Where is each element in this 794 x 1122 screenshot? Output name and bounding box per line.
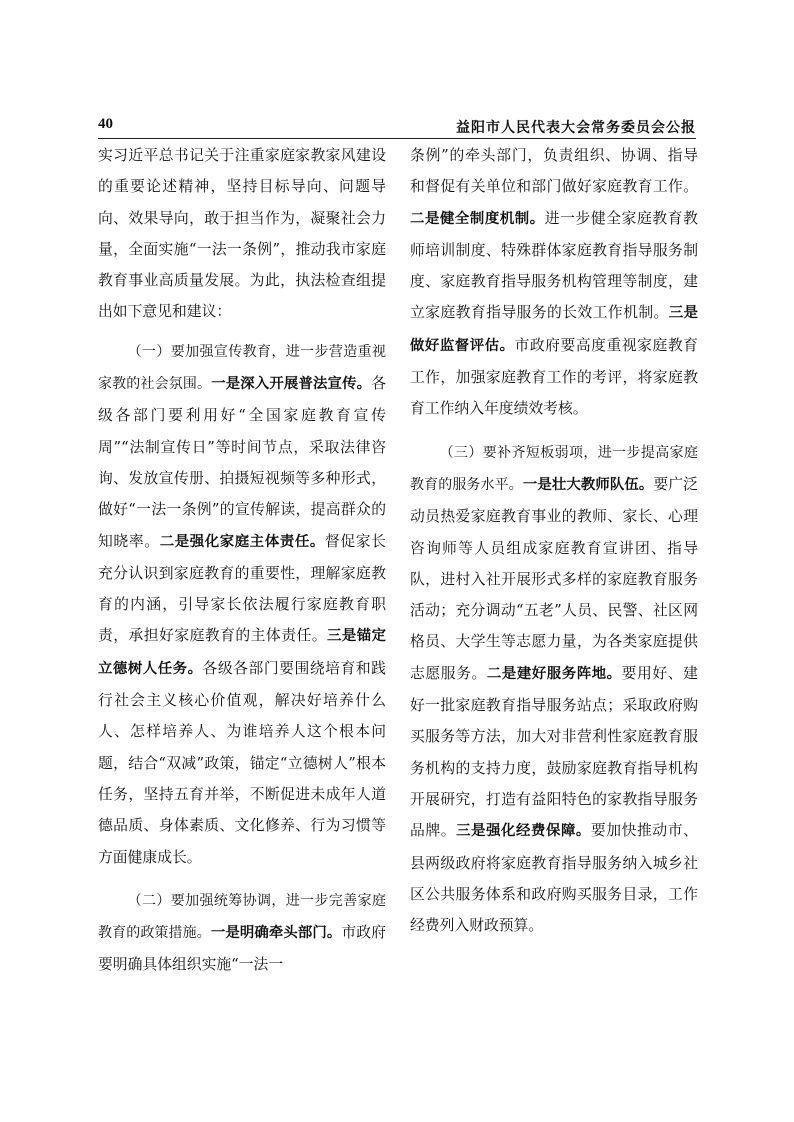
section-2-point-1-text-continued: 条例”的牵头部门，负责组织、协调、指导和督促有关单位和部门做好家庭教育工作。 [410,147,698,196]
section-1-heading: （一）要加强宣传教育，进一步营造重视家教的社会氛围。 [98,343,386,393]
section-1-point-1-text: 各级各部门要利用好“全国家庭教育宣传周”“法制宣传日”等时间节点，采取法律咨询、发放宣传册、拍摄短视频等多种形式，做好“一法一条例”的宣传解读，提高群众的知晓率。 [98,375,386,550]
section-1-paragraph [98,336,386,873]
section-2-paragraph [98,885,386,981]
right-column [410,140,698,941]
section-1-point-2-text: 督促家长充分认识到家庭教育的重要性，理解家庭教育的内涵，引导家长依法履行家庭教育职责，承担好家庭教育的主体责任。 [98,532,386,645]
section-3-point-1-title: 一是壮大教师队伍。 [522,476,654,493]
journal-title: 益阳市人民代表大会常务委员会公报 [456,120,696,136]
section-3-point-2-text: 要用好、建好一批家庭教育指导服务站点；采取政府购买服务等方法，加大对非营利性家庭教育服务机构的支持力度，鼓励家庭教育指导机构开展研究，打造有益阳特色的家教指导服务品牌。 [410,664,698,840]
section-2-point-1-text: 市政府要明确具体组织实施“一法一 [98,924,386,974]
section-2-point-2-text: 进一步健全家庭教育教师培训制度、特殊群体家庭教育指导服务制度、家庭教育指导服务机构管理等制度，建立家庭教育指导服务的长效工作机制。 [410,209,698,322]
left-column [98,140,386,981]
section-1-point-2-title: 二是强化家庭主体责任。 [159,533,325,550]
section-2-continued [410,140,698,425]
section-3-point-1-text: 要广泛动员热爱家庭教育事业的教师、家长、心理咨询师等人员组成家庭教育宣讲团、指导队，进村入社开展形式多样的家庭教育服务活动；充分调动“五老”人员、民警、社区网格员、大学生等志愿力量，为各类家庭提供志愿服务。 [410,475,698,682]
paragraph-intro: 实习近平总书记关于注重家庭家教家风建设的重要论述精神，坚持目标导向、问题导向、效果导向，敢于担当作为，凝聚社会力量，全面实施“一法一条例”，推动我市家庭教育事业高质量发展。为此，执法检查组提出如下意见和建议： [98,147,386,321]
section-3-point-3-text: 要加快推动市、县两级政府将家庭教育指导服务纳入城乡社区公共服务体系和政府购买服务目录，工作经费列入财政预算。 [410,822,698,935]
section-2-point-3-text: 市政府要高度重视家庭教育工作，加强家庭教育工作的考评，将家庭教育工作纳入年度绩效考核。 [410,336,698,418]
section-2-point-3-title: 三是做好监督评估。 [410,305,698,354]
section-1-point-3-text: 各级各部门要围绕培育和践行社会主义核心价值观，解决好培养什么人、怎样培养人、为谁培养人这个根本问题，结合“双减”政策，锚定“立德树人”根本任务，坚持五育并举，不断促进未成年人道德品质、身体素质、文化修养、行为习惯等方面健康成长。 [98,659,386,866]
section-2-heading: （二）要加强统筹协调，进一步完善家庭教育的政策措施。 [98,892,386,942]
section-1-point-3-title: 三是锚定立德树人任务。 [98,628,386,677]
section-1-point-1-title: 一是深入开展普法宣传。 [211,376,372,393]
section-2-point-2-title: 二是健全制度机制。 [410,210,545,227]
section-3-point-3-title: 三是强化经费保障。 [456,823,591,840]
section-2-point-1-title: 一是明确牵头部门。 [210,925,342,942]
page-number: 40 [98,116,113,132]
page-header [98,114,696,139]
section-3-paragraph [410,437,698,942]
article-body [98,140,698,1000]
section-3-heading: （三）要补齐短板弱项，进一步提高家庭教育的服务水平。 [410,444,698,493]
section-3-point-2-title: 二是建好服务阵地。 [486,665,622,682]
